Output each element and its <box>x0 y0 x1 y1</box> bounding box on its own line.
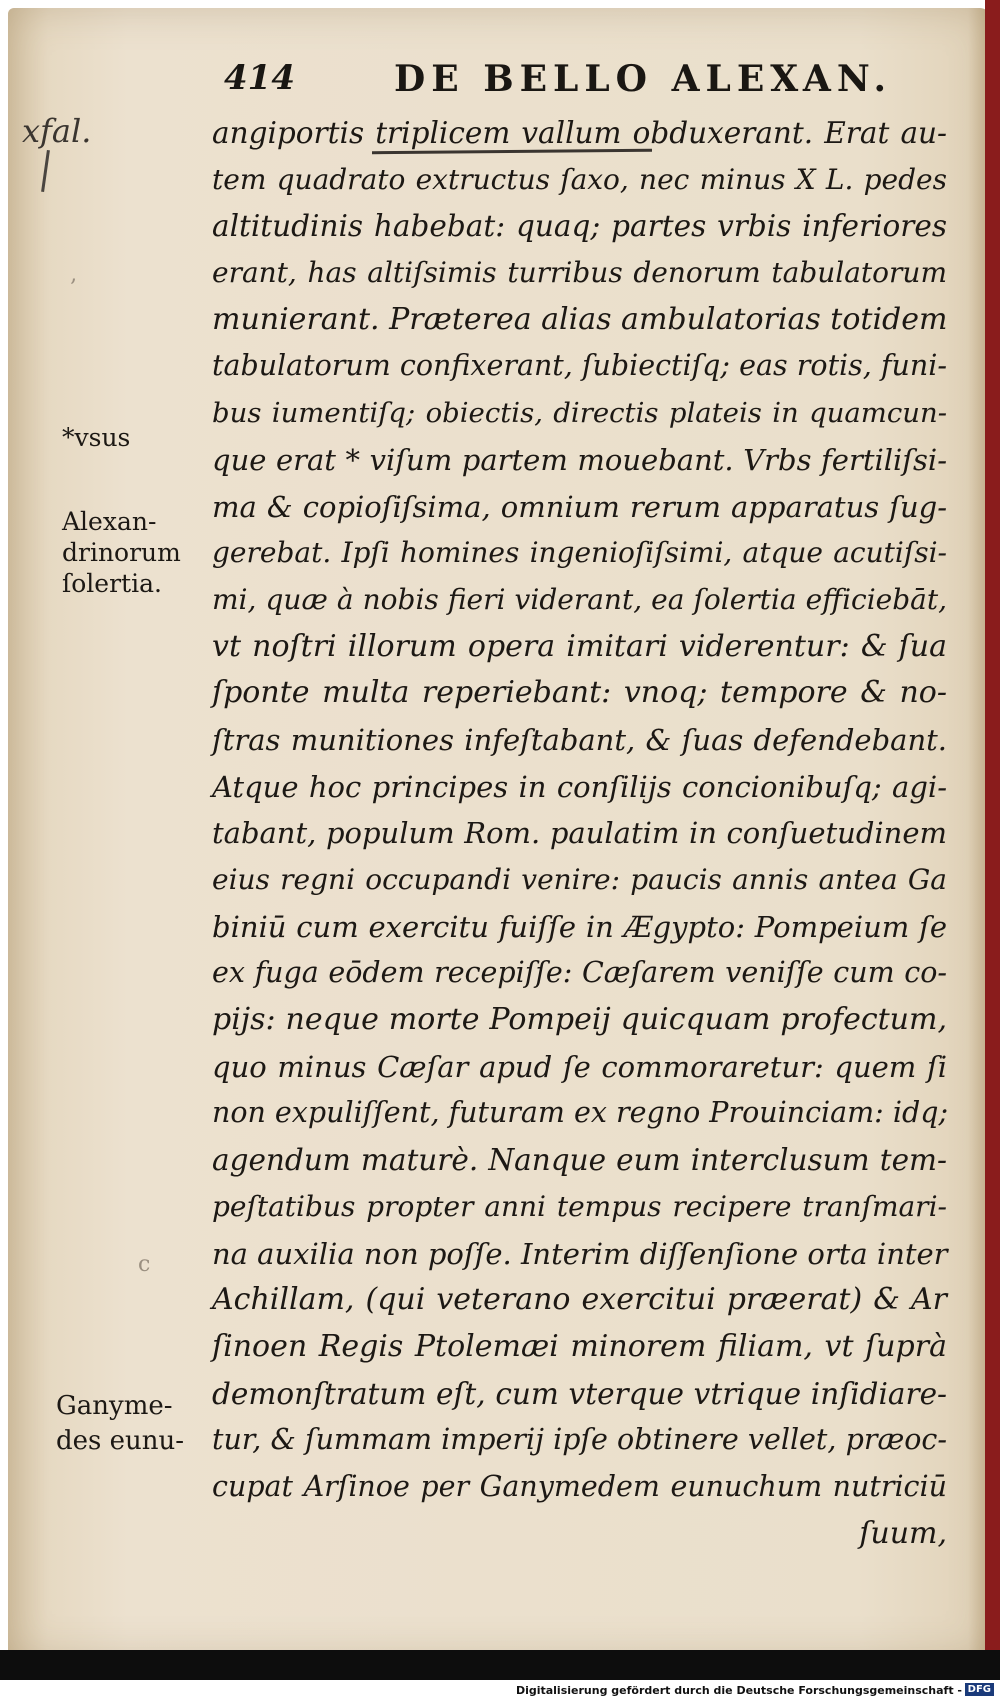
text-line: non expuliſſent, futuram ex regno Prouinciam: idq; <box>212 1096 949 1130</box>
text-line: que erat * viſum partem mouebant. Vrbs fertiliſsi- <box>212 442 947 477</box>
page-number: 414 <box>224 58 295 98</box>
text-line: erant, has altiſsimis turribus denorum tabulatorum <box>212 256 947 290</box>
faint-mark: c <box>138 1252 151 1277</box>
text-line: tem quadrato extructus ſaxo, nec minus X L. pedes <box>212 162 947 196</box>
margin-note-line: drinorum <box>62 538 181 567</box>
text-line: munierant. Præterea alias ambulatorias totidem <box>212 301 948 337</box>
text-line: gerebat. Ipſi homines ingenioſiſsimi, atque acutiſsi- <box>212 536 947 570</box>
text-line: mi, quæ à nobis fieri viderant, ea ſolertia efficiebāt, <box>212 582 947 616</box>
text-line: peſtatibus propter anni tempus recipere tranſmari- <box>212 1189 947 1223</box>
book-edge <box>985 0 1000 1668</box>
text-line: tabulatorum confixerant, ſubiectiſq; eas rotis, funi- <box>212 349 947 383</box>
faint-mark: ‚ <box>70 262 77 287</box>
text-line: ex fuga eōdem recepiſſe: Cæſarem veniſſe cum co- <box>212 956 947 990</box>
margin-note-ganymedes <box>56 1389 184 1459</box>
text-line: ma & copioſiſsima, omnium rerum apparatus ſug- <box>212 489 947 524</box>
text-line: bus iumentiſq; obiectis, directis plateis in quamcun- <box>212 397 947 430</box>
text-line: na auxilia non poſſe. Interim diſſenſione orta inter <box>212 1236 948 1271</box>
text-line: tabant, populum Rom. paulatim in conſuetudinem <box>212 816 947 851</box>
text-line: eius regni occupandi venire: paucis annis antea Ga <box>212 863 947 896</box>
text-line: ſinoen Regis Ptolemæi minorem filiam, vt ſuprà <box>212 1328 947 1364</box>
text-line: ſtras munitiones infeſtabant, & ſuas defendebant. <box>212 722 947 757</box>
page-header <box>224 58 904 108</box>
running-title: DE BELLO ALEXAN. <box>394 58 892 100</box>
text-line: biniū cum exercitu fuiſſe in Ægypto: Pompeium ſe <box>212 909 947 944</box>
margin-note-alexandrinorum <box>62 506 181 599</box>
dfg-logo: DFG <box>965 1683 994 1696</box>
text-line-catchword: ſuum, <box>859 1515 947 1551</box>
margin-note-line: Ganyme- <box>56 1391 173 1421</box>
footer-credit: Digitalisierung gefördert durch die Deutsche Forschungsgemeinschaft - <box>515 1684 962 1697</box>
text-line: cupat Arſinoe per Ganymedem eunuchum nutriciū <box>212 1469 947 1503</box>
margin-note-line: Alexan- <box>62 507 157 536</box>
margin-note-line: des eunu- <box>56 1426 185 1456</box>
text-line: quo minus Cæſar apud ſe commoraretur: quem ſi <box>212 1049 947 1084</box>
text-line: vt noſtri illorum opera imitari viderentur: & ſua <box>212 628 947 664</box>
body-text <box>212 110 947 1557</box>
text-line: tur, & ſummam imperij ipſe obtinere vellet, præoc- <box>212 1423 947 1457</box>
text-line: altitudinis habebat: quaq; partes vrbis inferiores <box>212 209 947 244</box>
text-line: Achillam, (qui veterano exercitui præerat) & Ar <box>212 1282 947 1318</box>
handwritten-annotation: xfal. <box>22 112 92 150</box>
text-line: Atque hoc principes in conſilijs concionibuſq; agi- <box>212 769 947 804</box>
margin-note-line: ſolertia. <box>62 569 162 598</box>
scan-bottom-band <box>0 1650 1000 1680</box>
text-line: agendum maturè. Nanque eum interclusum tem- <box>212 1143 947 1178</box>
text-line: ſponte multa reperiebant: vnoq; tempore & no- <box>212 675 947 711</box>
text-line: demonſtratum eſt, cum vterque vtrique inſidiare- <box>212 1376 947 1411</box>
text-line: angiportis triplicem vallum obduxerant. Erat au- <box>212 116 947 150</box>
margin-note-vsus: *vsus <box>62 423 131 452</box>
text-line: pijs: neque morte Pompeij quicquam profectum, <box>212 1002 947 1038</box>
